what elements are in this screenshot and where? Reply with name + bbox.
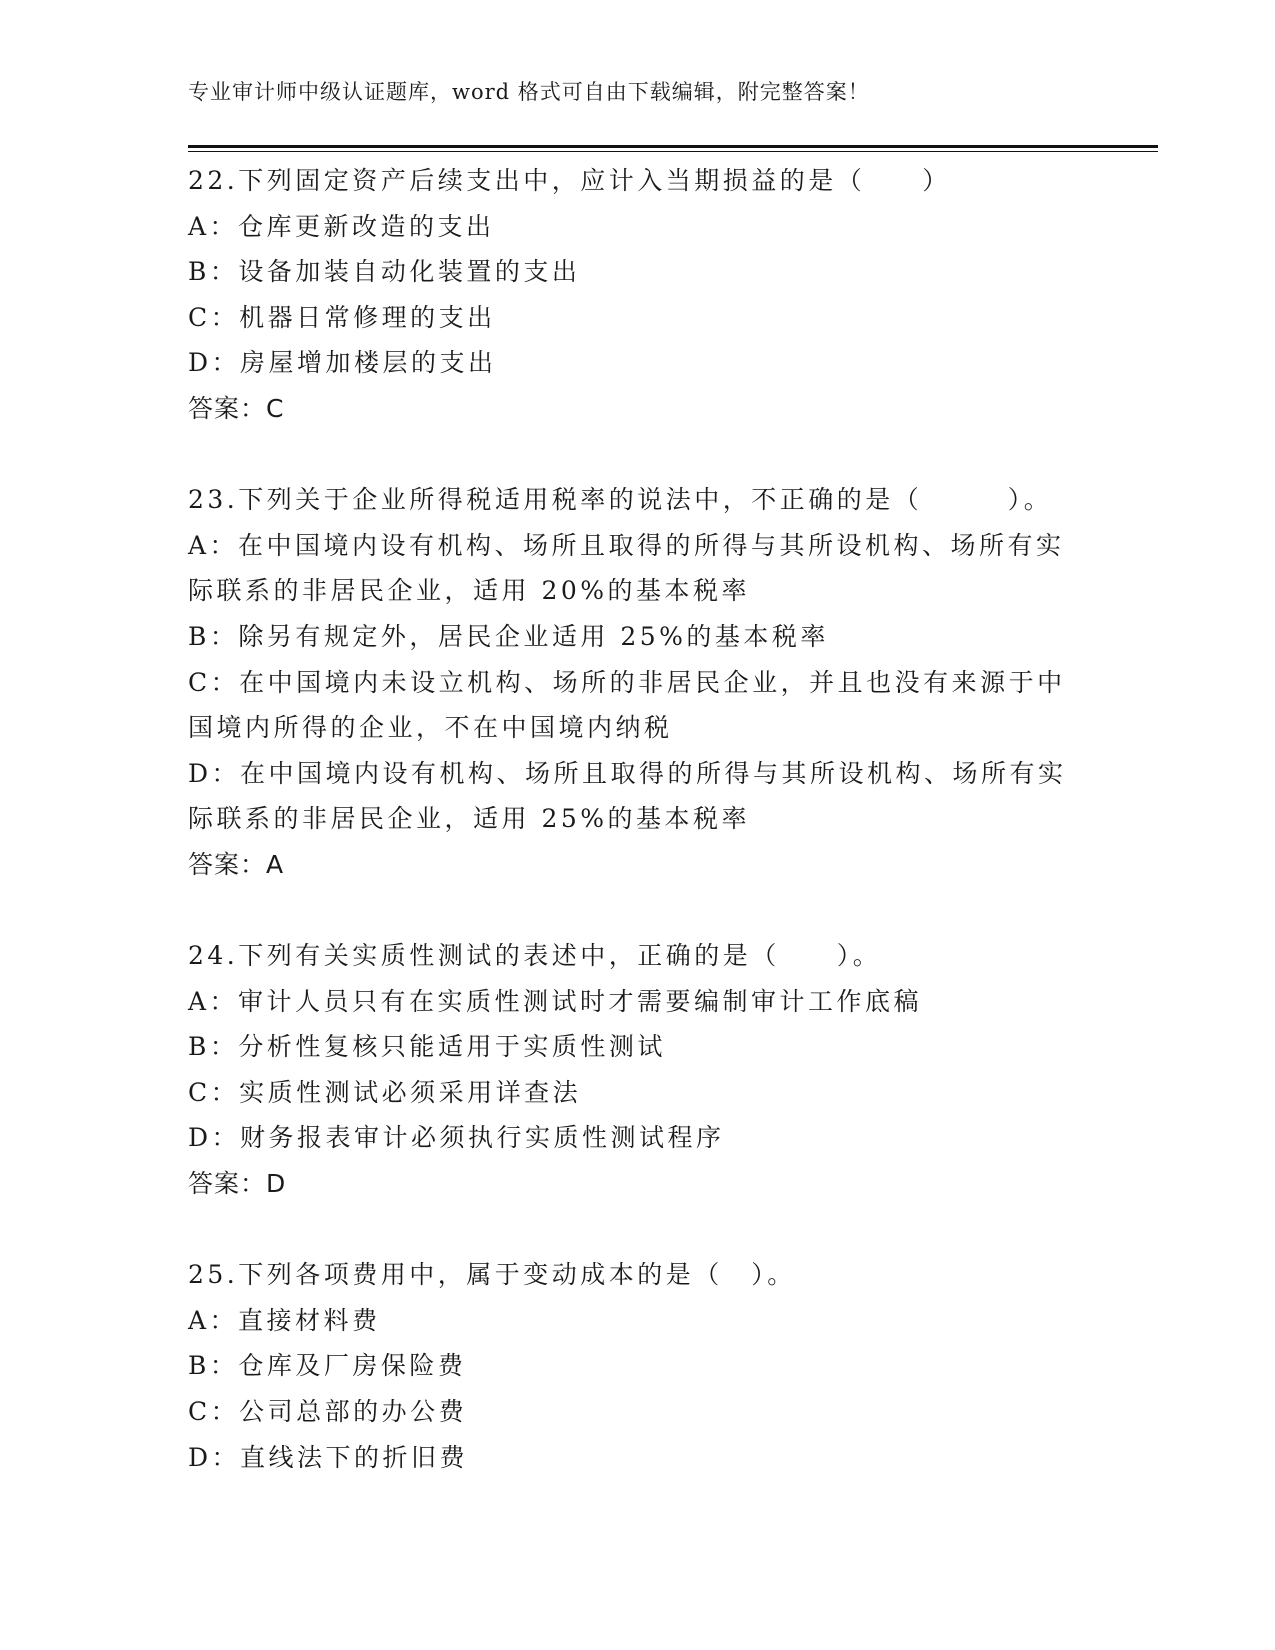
header-rule-thin: [188, 151, 1158, 152]
option-b: B：设备加装自动化装置的支出: [188, 257, 581, 287]
option-a: A：审计人员只有在实质性测试时才需要编制审计工作底稿: [188, 986, 923, 1016]
option-c: C：机器日常修理的支出: [188, 302, 496, 332]
header-rule-thick: [188, 145, 1158, 148]
option-c: C：在中国境内未设立机构、场所的非居民企业，并且也没有来源于中: [188, 667, 1066, 697]
question-25: [188, 1252, 1088, 1480]
option-b: B：除另有规定外，居民企业适用 25%的基本税率: [188, 621, 829, 651]
question-stem: 25.下列各项费用中，属于变动成本的是（ ）。: [188, 1260, 796, 1290]
option-a: A：在中国境内设有机构、场所且取得的所得与其所设机构、场所有实: [188, 530, 1065, 560]
question-stem: 22.下列固定资产后续支出中，应计入当期损益的是（ ）: [188, 166, 951, 195]
option-d-continued: 际联系的非居民企业，适用 25%的基本税率: [188, 804, 751, 834]
option-a: A：直接材料费: [188, 1305, 381, 1335]
option-c: C：公司总部的办公费: [188, 1397, 468, 1427]
option-d: D：房屋增加楼层的支出: [188, 348, 497, 378]
answer: 答案：C: [188, 393, 285, 423]
option-d: D：直线法下的折旧费: [188, 1442, 469, 1472]
answer: 答案：A: [188, 849, 285, 879]
option-c-continued: 国境内所得的企业，不在中国境内纳税: [188, 713, 673, 743]
option-d: D：财务报表审计必须执行实质性测试程序: [188, 1123, 725, 1153]
question-23: [188, 477, 1088, 887]
question-24: [188, 933, 1088, 1207]
option-a-continued: 际联系的非居民企业，适用 20%的基本税率: [188, 576, 751, 606]
page-header: 专业审计师中级认证题库，word 格式可自由下载编辑，附完整答案！: [188, 80, 870, 104]
option-c: C：实质性测试必须采用详查法: [188, 1077, 582, 1107]
option-b: B：仓库及厂房保险费: [188, 1351, 467, 1381]
option-b: B：分析性复核只能适用于实质性测试: [188, 1032, 666, 1062]
answer: 答案：D: [188, 1169, 287, 1199]
question-stem: 23.下列关于企业所得税适用税率的说法中，不正确的是（ ）。: [188, 485, 1053, 515]
option-a: A：仓库更新改造的支出: [188, 211, 495, 241]
question-22: [188, 158, 1088, 432]
question-list: [188, 158, 1088, 1480]
option-d: D：在中国境内设有机构、场所且取得的所得与其所设机构、场所有实: [188, 758, 1067, 788]
question-stem: 24.下列有关实质性测试的表述中，正确的是（ ）。: [188, 941, 882, 971]
